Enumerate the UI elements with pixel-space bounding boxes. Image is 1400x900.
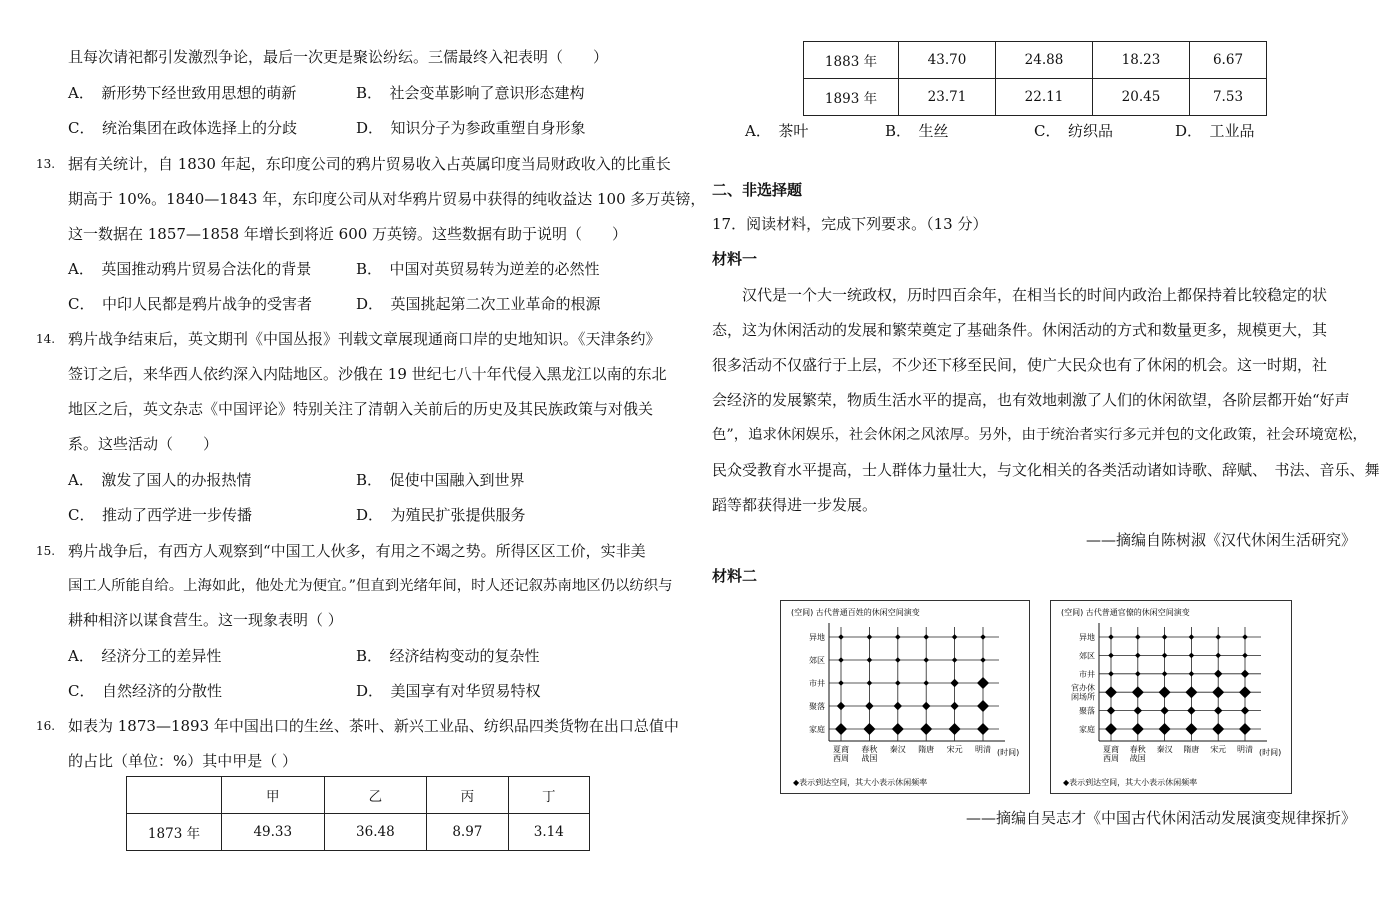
data-point: [1160, 706, 1168, 714]
q14-option-a[interactable]: A． 激发了国人的办报热情: [68, 471, 252, 489]
data-point: [1108, 634, 1114, 640]
y-tick-label: 闲场所: [1071, 692, 1095, 702]
table-cell: 18.23: [1093, 42, 1190, 79]
data-point: [835, 723, 847, 735]
q15-line-1: 鸦片战争后，有西方人观察到“中国工人伙多，有用之不竭之势。所得区区工价，实非美: [68, 542, 646, 560]
data-point: [1162, 634, 1168, 640]
x-tick-label: 隋唐: [918, 745, 935, 754]
table-cell: 22.11: [996, 79, 1093, 116]
x-tick-label: 明清: [1237, 745, 1253, 754]
table-cell: 6.67: [1190, 42, 1267, 79]
q14-option-c[interactable]: C． 推动了西学进一步传播: [68, 506, 252, 524]
table-cell: 7.53: [1190, 79, 1267, 116]
table-row: [804, 79, 1267, 116]
data-point: [838, 680, 844, 686]
y-tick-label: 市井: [1079, 669, 1095, 679]
commoner-leisure-chart-svg: [781, 601, 1029, 793]
data-point: [1187, 706, 1195, 714]
data-point: [895, 657, 901, 663]
data-point: [1239, 723, 1251, 735]
data-point: [1242, 634, 1248, 640]
q14-line-3: 地区之后，英文杂志《中国评论》特别关注了清朝入关前后的历史及其民族政策与对俄关: [68, 400, 654, 418]
data-point: [1132, 723, 1144, 735]
table-row: [804, 42, 1267, 79]
data-point: [1162, 653, 1168, 659]
q13-line-2: 期高于 10%。1840—1843 年，东印度公司从对华鸦片贸易中获得的纯收益达 100 多万英镑，: [68, 190, 706, 208]
q14-line-4: 系。这些活动（ ）: [68, 435, 219, 453]
q15-line-2: 国工人所能自给。上海如此，他处尤为便宜。”但直到光绪年间，时人还记叙苏南地区仍以纺织与: [68, 578, 673, 594]
table-cell: 49.33: [222, 814, 325, 851]
table-cell: 甲: [222, 777, 325, 814]
data-point: [895, 634, 901, 640]
table-cell: [127, 777, 222, 814]
data-point: [1189, 653, 1195, 659]
data-point: [1241, 706, 1249, 714]
q16-line-1: 如表为 1873—1893 年中国出口的生丝、茶叶、新兴工业品、纺织品四类货物在出口总值中: [68, 717, 679, 735]
data-point: [952, 634, 958, 640]
data-point: [1215, 634, 1221, 640]
data-point: [895, 680, 901, 686]
x-tick-label: 夏商: [833, 745, 849, 754]
data-point: [977, 700, 989, 712]
q13-option-b[interactable]: B． 中国对英贸易转为逆差的必然性: [356, 260, 600, 278]
data-point: [1242, 653, 1248, 659]
table-cell: 丙: [427, 777, 508, 814]
data-point: [865, 702, 873, 710]
y-tick-label: 家庭: [1079, 725, 1095, 734]
material-1-title: 材料一: [712, 250, 758, 268]
q13-number: 13.: [36, 157, 56, 171]
data-point: [1189, 634, 1195, 640]
data-point: [838, 657, 844, 663]
y-tick-label: 家庭: [809, 725, 825, 734]
section-2-title: 二、非选择题: [712, 181, 803, 199]
data-point: [1107, 706, 1115, 714]
table-cell: 36.48: [324, 814, 427, 851]
table-row: [127, 777, 590, 814]
export-table-top: [126, 776, 590, 851]
table-cell: 20.45: [1093, 79, 1190, 116]
data-point: [950, 679, 958, 687]
q13-line-3: 这一数据在 1857—1858 年增长到将近 600 万英镑。这些数据有助于说明（ ）: [68, 225, 628, 243]
data-point: [1134, 706, 1142, 714]
y-tick-label: 聚落: [1079, 706, 1095, 716]
commoner-leisure-chart: [780, 600, 1030, 794]
x-tick-label: 宋元: [1210, 745, 1227, 754]
data-point: [838, 634, 844, 640]
q17-prompt: 17．阅读材料，完成下列要求。（13 分）: [712, 215, 988, 233]
material-1-line-4: 会经济的发展繁荣，物质生活水平的提高，也有效地刺激了人们的休闲欲望，各阶层都开始“好声: [712, 391, 1350, 409]
q13-option-a[interactable]: A． 英国推动鸦片贸易合法化的背景: [68, 260, 312, 278]
q14-line-1: 鸦片战争结束后，英文期刊《中国丛报》刊载文章展现通商口岸的史地知识。《天津条约》: [68, 330, 661, 348]
x-tick-label: 秦汉: [889, 745, 906, 754]
x-tick-label: 西周: [833, 754, 849, 763]
data-point: [892, 723, 904, 735]
q12-option-a[interactable]: A． 新形势下经世致用思想的萌新: [68, 84, 297, 102]
q15-option-c[interactable]: C． 自然经济的分散性: [68, 682, 222, 700]
data-point: [1135, 653, 1141, 659]
table-cell: 丁: [508, 777, 589, 814]
table-cell: 乙: [324, 777, 427, 814]
data-point: [980, 657, 986, 663]
x-tick-label: 隋唐: [1183, 745, 1200, 754]
data-point: [1135, 634, 1141, 640]
chart-title: (空间) 古代普通百姓的休闲空间演变: [791, 608, 920, 617]
q12-option-d[interactable]: D． 知识分子为参政重塑自身形象: [356, 119, 586, 137]
q16-option-a[interactable]: A． 茶叶: [745, 122, 809, 140]
data-point: [950, 702, 958, 710]
data-point: [1108, 653, 1114, 659]
x-tick-label: 春秋: [1129, 745, 1146, 754]
q13-option-d[interactable]: D． 英国挑起第二次工业革命的根源: [356, 295, 601, 313]
data-point: [867, 680, 873, 686]
export-table-continued: [803, 41, 1267, 116]
data-point: [1185, 686, 1197, 698]
data-point: [923, 657, 929, 663]
q15-option-b[interactable]: B． 经济结构变动的复杂性: [356, 647, 540, 665]
material-1-line-2: 态，这为休闲活动的发展和繁荣奠定了基础条件。休闲活动的方式和数量更多，规模更大，其: [712, 321, 1328, 339]
data-point: [1241, 670, 1249, 678]
table-cell: 1873 年: [127, 814, 222, 851]
material-1-line-3: 很多活动不仅盛行于上层，不少还下移至民间，使广大民众也有了休闲的机会。这一时期，社: [712, 356, 1328, 374]
x-tick-label: 明清: [975, 745, 991, 754]
q13-option-c[interactable]: C． 中印人民都是鸦片战争的受害者: [68, 295, 312, 313]
q15-option-d[interactable]: D． 美国享有对华贸易特权: [356, 682, 541, 700]
data-point: [1189, 671, 1195, 677]
material-1-source: ——摘编自陈树淑《汉代休闲生活研究》: [1085, 531, 1356, 549]
y-tick-label: 官办休: [1071, 683, 1095, 693]
data-point: [894, 702, 902, 710]
data-point: [1105, 723, 1117, 735]
x-tick-label: 战国: [861, 754, 878, 763]
q16-option-d[interactable]: D． 工业品: [1175, 122, 1255, 140]
table-cell: 3.14: [508, 814, 589, 851]
q14-option-d[interactable]: D． 为殖民扩张提供服务: [356, 506, 526, 524]
x-tick-label: 春秋: [861, 745, 878, 754]
data-point: [923, 634, 929, 640]
official-leisure-chart: [1050, 600, 1292, 794]
q14-option-b[interactable]: B． 促使中国融入到世界: [356, 471, 525, 489]
x-tick-label: 战国: [1129, 754, 1146, 763]
q16-option-b[interactable]: B． 生丝: [885, 122, 949, 140]
data-point: [949, 723, 961, 735]
data-point: [1132, 686, 1144, 698]
chart-legend: ◆表示到达空间，其大小表示休闲频率: [793, 778, 928, 787]
x-tick-label: 夏商: [1103, 745, 1119, 754]
chart-legend: ◆表示到达空间，其大小表示休闲频率: [1063, 778, 1198, 787]
data-point: [980, 634, 986, 640]
y-tick-label: 异地: [1079, 633, 1095, 642]
data-point: [977, 723, 989, 735]
q15-line-3: 耕种相济以谋食营生。这一现象表明（ ）: [68, 611, 343, 629]
q14-line-2: 签订之后，来华西人依约深入内陆地区。沙俄在 19 世纪七八十年代侵入黑龙江以南的东北: [68, 365, 667, 383]
y-tick-label: 郊区: [809, 656, 825, 665]
data-point: [1159, 723, 1171, 735]
data-point: [1215, 653, 1221, 659]
data-point: [1162, 671, 1168, 677]
table-cell: 24.88: [996, 42, 1093, 79]
table-cell: 23.71: [899, 79, 996, 116]
chart-title: (空间) 古代普通官僚的休闲空间演变: [1061, 608, 1190, 617]
data-point: [1214, 670, 1222, 678]
data-point: [1212, 686, 1224, 698]
x-tick-label: 秦汉: [1156, 745, 1173, 754]
official-leisure-chart-svg: [1051, 601, 1291, 793]
data-point: [1214, 706, 1222, 714]
q16-number: 16.: [36, 719, 56, 733]
table-cell: 43.70: [899, 42, 996, 79]
q16-option-c[interactable]: C． 纺织品: [1034, 122, 1113, 140]
data-point: [923, 680, 929, 686]
q12-tail: 且每次请祀都引发激烈争论，最后一次更是聚讼纷纭。三儒最终入祀表明（ ）: [68, 48, 609, 66]
table-row: [127, 814, 590, 851]
data-point: [1159, 686, 1171, 698]
data-point: [867, 634, 873, 640]
y-tick-label: 郊区: [1079, 651, 1095, 661]
data-point: [1135, 671, 1141, 677]
data-point: [952, 657, 958, 663]
data-point: [1185, 723, 1197, 735]
material-1-line-5: 色”，追求休闲娱乐，社会休闲之风浓厚。另外，由于统治者实行多元并包的文化政策，社会环境宽松，: [712, 427, 1367, 443]
table-cell: 8.97: [427, 814, 508, 851]
data-point: [922, 702, 930, 710]
data-point: [920, 723, 932, 735]
data-point: [1239, 686, 1251, 698]
q12-option-c[interactable]: C． 统治集团在政体选择上的分歧: [68, 119, 297, 137]
q15-number: 15.: [36, 544, 56, 558]
q16-line-2: 的占比（单位：%）其中甲是（ ）: [68, 752, 298, 770]
x-axis-label: (时间): [997, 748, 1020, 757]
material-2-title: 材料二: [712, 567, 758, 585]
q13-line-1: 据有关统计，自 1830 年起，东印度公司的鸦片贸易收入占英属印度当局财政收入的比重长: [68, 155, 671, 173]
y-tick-label: 聚落: [809, 702, 825, 711]
data-point: [1105, 686, 1117, 698]
data-point: [863, 723, 875, 735]
q15-option-a[interactable]: A． 经济分工的差异性: [68, 647, 222, 665]
x-tick-label: 西周: [1103, 754, 1119, 763]
data-point: [867, 657, 873, 663]
data-point: [1108, 671, 1114, 677]
x-tick-label: 宋元: [946, 745, 963, 754]
x-axis-label: (时间): [1259, 748, 1282, 757]
q14-number: 14.: [36, 332, 56, 346]
material-1-line-1: 汉代是一个大一统政权，历时四百余年，在相当长的时间内政治上都保持着比较稳定的状: [742, 286, 1328, 304]
table-cell: 1893 年: [804, 79, 899, 116]
q12-option-b[interactable]: B． 社会变革影响了意识形态建构: [356, 84, 585, 102]
material-2-source: ——摘编自吴志才《中国古代休闲活动发展演变规律探折》: [965, 809, 1356, 827]
table-cell: 1883 年: [804, 42, 899, 79]
data-point: [977, 677, 989, 689]
data-point: [1212, 723, 1224, 735]
data-point: [837, 702, 845, 710]
material-1-line-7: 蹈等都获得进一步发展。: [712, 496, 878, 514]
material-1-line-6: 民众受教育水平提高，士人群体力量壮大，与文化相关的各类活动诸如诗歌、辞赋、 书法、音乐、舞: [712, 461, 1380, 479]
y-tick-label: 异地: [809, 633, 825, 642]
y-tick-label: 市井: [809, 679, 825, 688]
